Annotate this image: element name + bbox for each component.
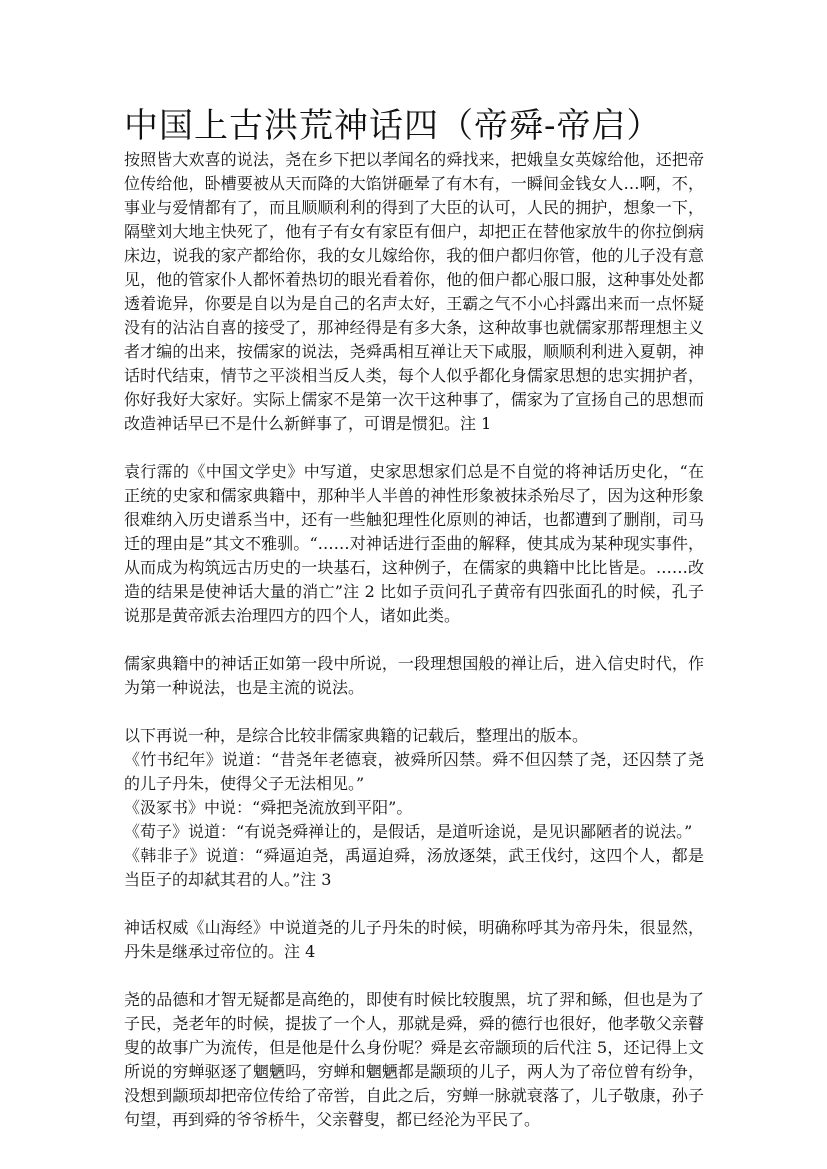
quote-xunzi: 《荀子》说道：“有说尧舜禅让的，是假话，是道听途说，是见识鄙陋者的说法。” xyxy=(124,822,693,841)
paragraph-alternate-intro: 以下再说一种，是综合比较非儒家典籍的记载后，整理出的版本。 xyxy=(124,726,589,745)
paragraph-gap xyxy=(124,628,704,652)
quote-jizhong-shu: 《汲冢书》中说：“舜把尧流放到平阳”。 xyxy=(124,798,413,817)
paragraph-yao-shun-abdication: 按照皆大欢喜的说法，尧在乡下把以孝闻名的舜找来，把娥皇女英嫁给他，还把帝位传给他，卧槽要被从天而降的大馅饼砸晕了有木有，一瞬间金钱女人…啊，不，事业与爱情都有了，而且顺顺利利的得到了大臣的认可，人民的拥护，想象一下，隔壁刘大地主快死了，他有子有女有家臣有佃户，却把正在替他家放牛的你拉倒病床边，说我的家产都给你，我的女儿嫁给你，我的佃户都归你管，他的儿子没有意见，他的管家仆人都怀着热切的眼光看着你，他的佃户都心服口服，这种事处处都透着诡异，你要是自以为是自己的名声太好，王霸之气不小心抖露出来而一点怀疑没有的沾沾自喜的接受了，那神经得是有多大条，这种故事也就儒家那帮理想主义者才编的出来，按儒家的说法，尧舜禹相互禅让天下咸服，顺顺利利进入夏朝，神话时代结束，情节之平淡相当反人类，每个人似乎都化身儒家思想的忠实拥护者，你好我好大家好。实际上儒家不是第一次干这种事了，儒家为了宣扬自己的思想而改造神话早已不是什么新鲜事了，可谓是惯犯。注 1 xyxy=(124,150,704,433)
paragraph-yuan-xingpei-quote: 袁行霈的《中国文学史》中写道，史家思想家们总是不自觉的将神话历史化，“在正统的史家和儒家典籍中，那种半人半兽的神性形象被抹杀殆尽了，因为这种形象很难纳入历史谱系当中，还有一些触犯理性化原则的神话，也都遭到了删削，司马迁的理由是”其文不雅驯。“……对神话进行歪曲的解释，使其成为某种现实事件，从而成为构筑远古历史的一块基石，这种例子，在儒家的典籍中比比皆是。……改造的结果是使神话大量的消亡”注 2 比如子贡问孔子黄帝有四张面孔的时候，孔子说那是黄帝派去治理四方的四个人，诸如此类。 xyxy=(124,462,704,625)
paragraph-gap xyxy=(124,436,704,460)
paragraph-confucian-mainstream: 儒家典籍中的神话正如第一段中所说，一段理想国般的禅让后，进入信史时代，作为第一种说法，也是主流的说法。 xyxy=(124,654,704,697)
paragraph-gap xyxy=(124,964,704,988)
paragraph-gap xyxy=(124,892,704,916)
page-title: 中国上古洪荒神话四（帝舜-帝启） xyxy=(124,106,662,146)
quote-hanfeizi: 《韩非子》说道：“舜逼迫尧，禹逼迫舜，汤放逐桀，武王伐纣，这四个人，都是当臣子的却弑其君的人。”注 3 xyxy=(124,846,704,889)
document-page xyxy=(124,104,704,1132)
paragraph-shanhaijing-danzhu: 神话权威《山海经》中说道尧的儿子丹朱的时候，明确称呼其为帝丹朱，很显然，丹朱是继承过帝位的。注 4 xyxy=(124,918,704,961)
paragraph-gap xyxy=(124,700,704,724)
quote-zhushu-jinian: 《竹书纪年》说道：“昔尧年老德衰，被舜所囚禁。舜不但囚禁了尧，还囚禁了尧的儿子丹朱，使得父子无法相见。” xyxy=(124,750,704,793)
paragraph-shun-lineage: 尧的品德和才智无疑都是高绝的，即使有时候比较腹黑，坑了羿和鲧，但也是为了子民，尧老年的时候，提拔了一个人，那就是舜，舜的德行也很好，他孝敬父亲瞽叟的故事广为流传，但是他是什么身份呢？舜是玄帝颛顼的后代注 5，还记得上文所说的穷蝉驱逐了魍魉吗，穷蝉和魍魉都是颛顼的儿子，两人为了帝位曾有纷争，没想到颛顼却把帝位传给了帝喾，自此之后，穷蝉一脉就衰落了，儿子敬康，孙子句望，再到舜的爷爷桥牛，父亲瞽叟，都已经沦为平民了。 xyxy=(124,990,704,1129)
